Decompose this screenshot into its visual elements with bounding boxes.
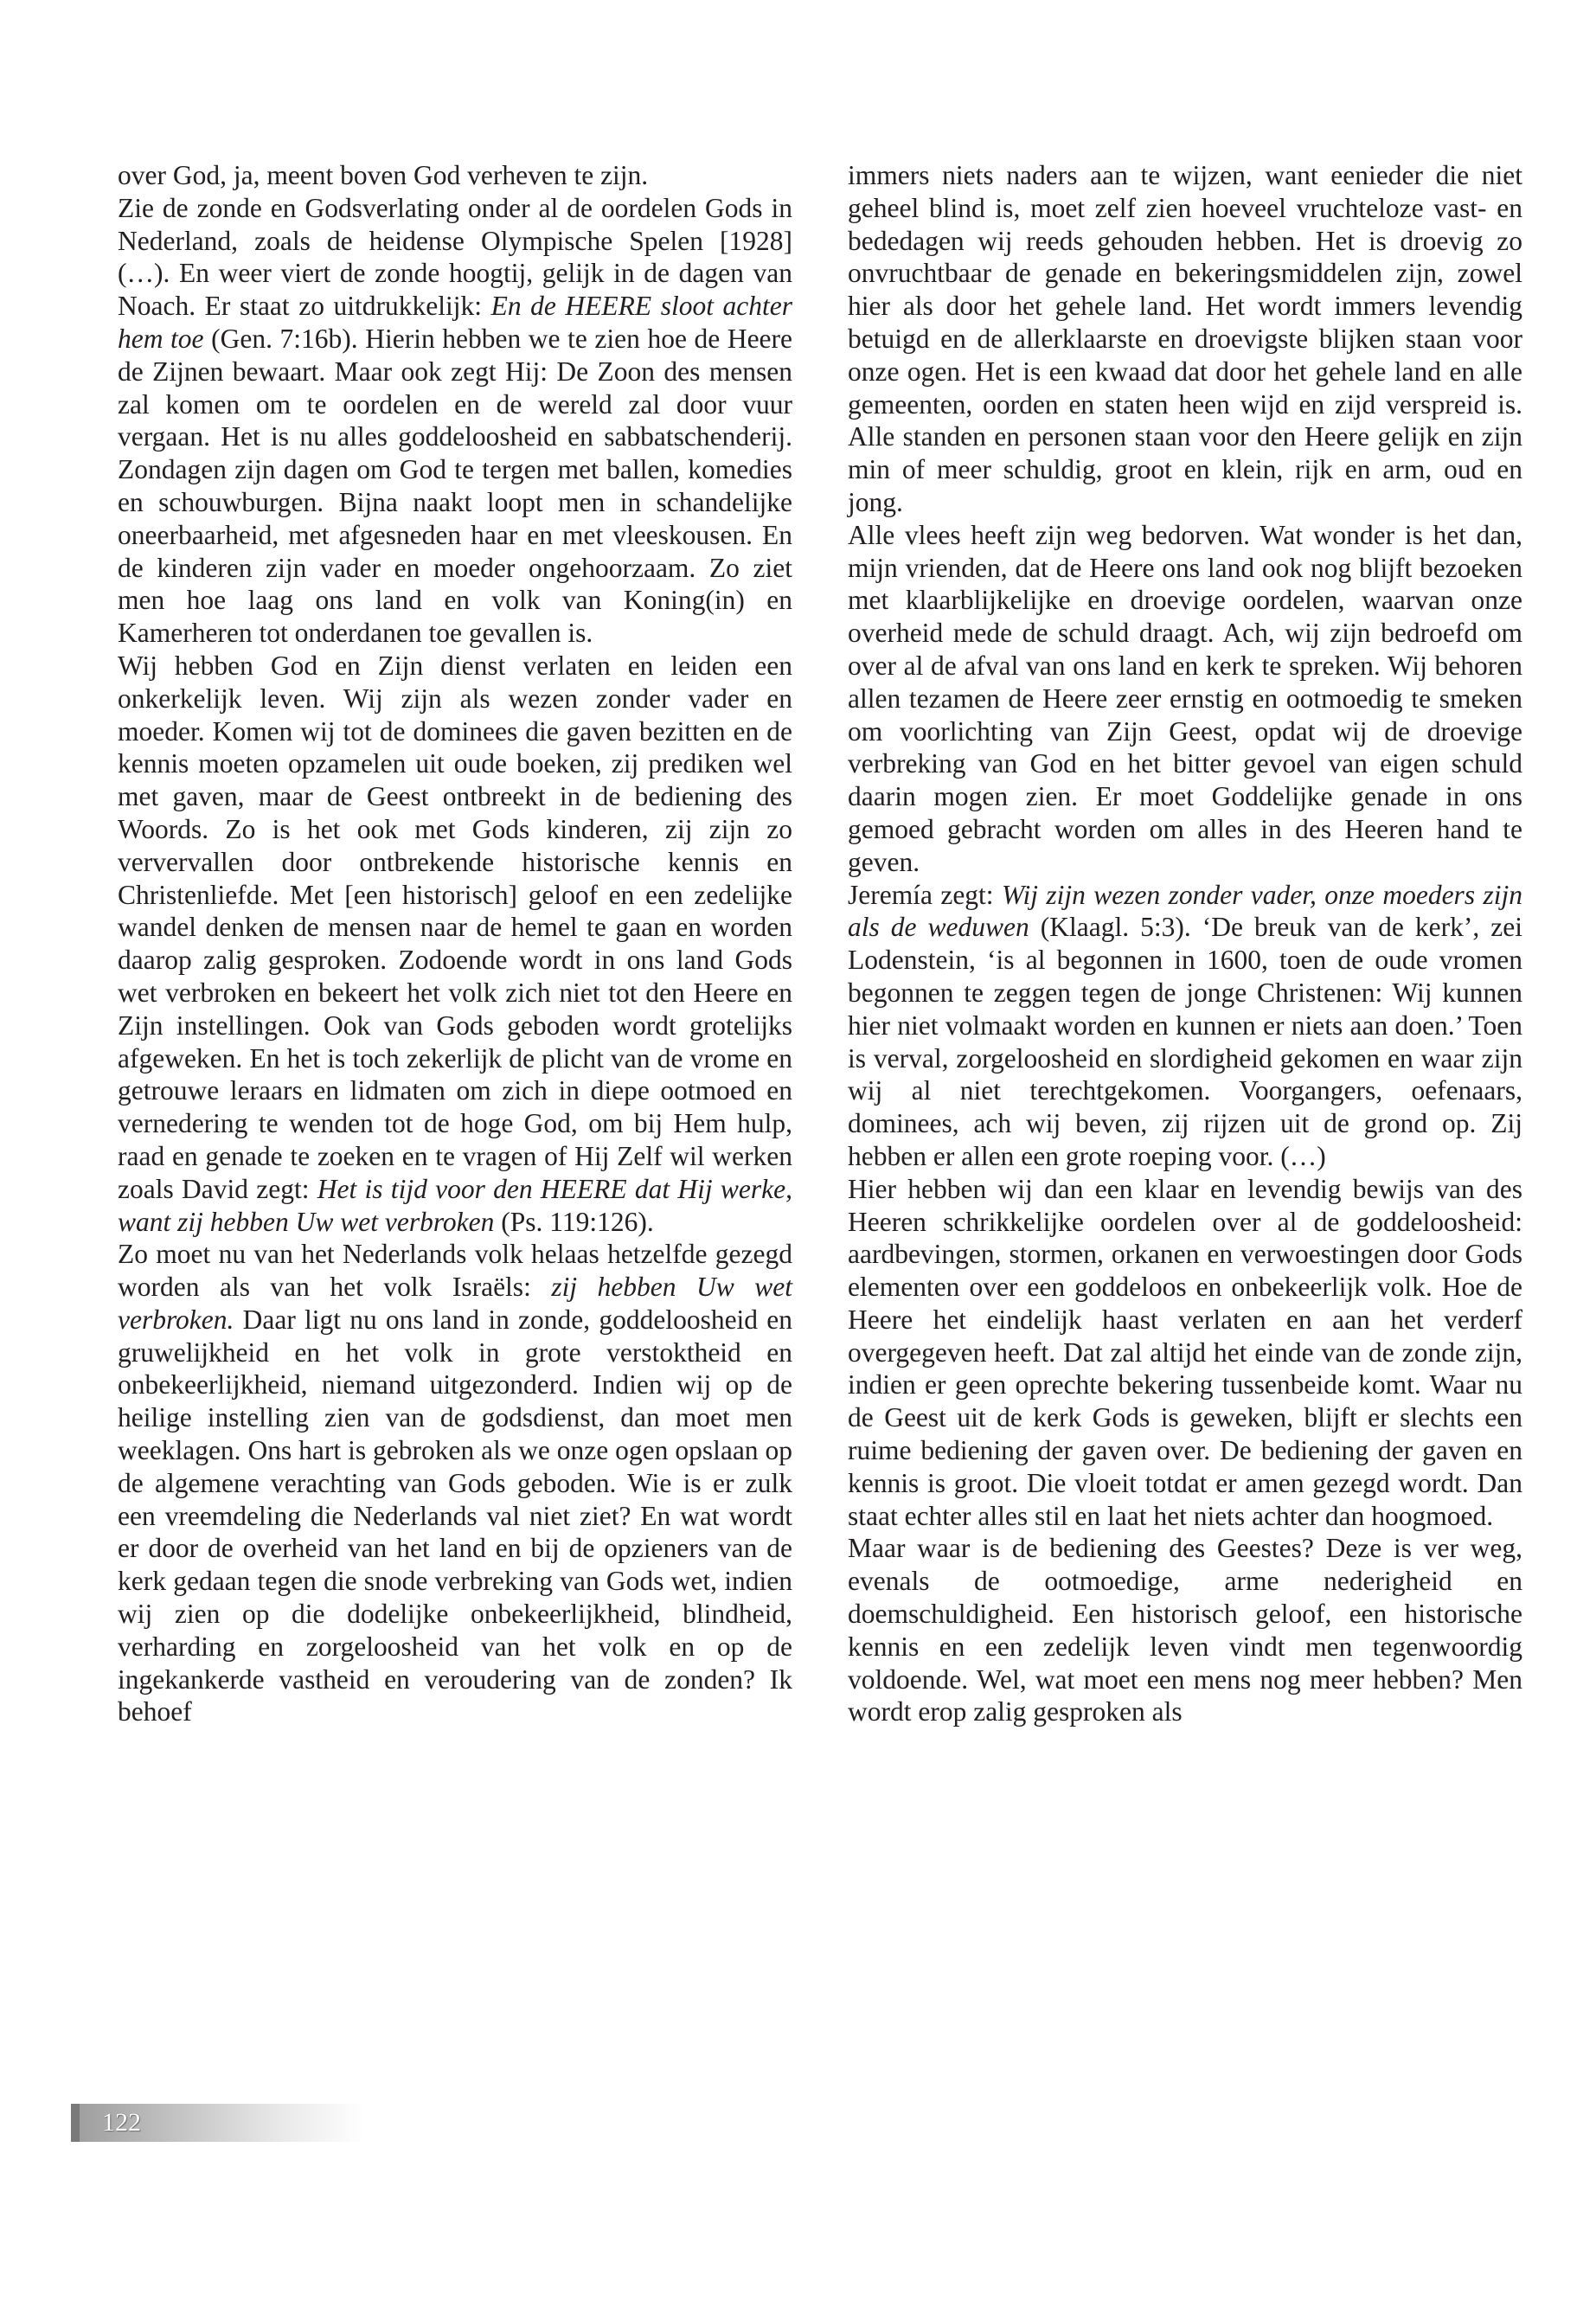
text-run: immers niets naders aan te wijzen, want eenieder die niet geheel blind is, moet zelf zien hoeveel vruchteloze vast- en bededagen wij reeds gehouden hebben. Het is droevig zo onvruchtbaar de genade en bekeringsmiddelen zijn, zowel hier als door het gehele land. Het wordt immers levendig betuigd en de allerklaarste en droevigste blijken staan voor onze ogen. Het is een kwaad dat door het gehele land en alle gemeenten, oorden en staten heen wijd en zijd verspreid is. Alle standen en personen staan voor den Heere gelijk en zijn min of meer schuldig, groot en klein, rijk en arm, oud en jong. (848, 160, 1522, 517)
text-run: Maar waar is de bediening des Geestes? Deze is ver weg, evenals de ootmoedige, arme nederigheid en doemschuldigheid. Een historisch geloof, een historische kennis en een zedelijk leven vindt men tegenwoordig voldoende. Wel, wat moet een mens nog meer hebben? Men wordt erop zalig gesproken als (848, 1533, 1522, 1727)
paragraph (848, 159, 1522, 519)
text-run: over God, ja, meent boven God verheven te zijn. (118, 160, 649, 190)
page-number: 122 (102, 2108, 141, 2137)
text-run: Daar ligt nu ons land in zonde, goddeloosheid en gruwelijkheid en het volk in grote verstoktheid en onbekeerlijkheid, niemand uitgezonderd. Indien wij op de heilige instelling zien van de godsdienst, dan moet men weeklagen. Ons hart is gebroken als we onze ogen opslaan op de algemene verachting van Gods geboden. Wie is er zulk een vreemdeling die Nederlands val niet ziet? En wat wordt er door de overheid van het land en bij de opzieners van de kerk gedaan tegen die snode verbreking van Gods wet, indien wij zien op die dodelijke onbekeerlijkheid, blindheid, verharding en zorgeloosheid van het volk en op de ingekankerde vastheid en veroudering van de zonden? Ik behoef (118, 1304, 792, 1727)
text-run: Alle vlees heeft zijn weg bedorven. Wat wonder is het dan, mijn vrienden, dat de Heere ons land ook nog blijft bezoeken met klaarblijkelijke en droevige oordelen, waarvan onze overheid mede de schuld draagt. Ach, wij zijn bedroefd om over al de afval van ons land en kerk te spreken. Wij behoren allen tezamen de Heere zeer ernstig en ootmoedig te smeken om voorlichting van Zijn Geest, opdat wij de droevige verbreking van God en het bitter gevoel van eigen schuld daarin mogen zien. Er moet Goddelijke genade in ons gemoed gebracht worden om alles in des Heeren hand te geven. (848, 519, 1522, 877)
page-footer-bar (71, 2104, 365, 2142)
paragraph (118, 192, 792, 650)
text-run: (Klaagl. 5:3). ‘De breuk van de kerk’, zei Lodenstein, ‘is al begonnen in 1600, toen de oude vromen begonnen te zeggen tegen de jonge Christenen: Wij kunnen hier niet volmaakt worden en kunnen er niets aan doen.’ Toen is verval, zorgeloosheid en slordigheid gekomen en waar zijn wij al niet terechtgekomen. Voorgangers, oefenaars, dominees, ach wij beven, zij rijzen uit de grond op. Zij hebben er allen een grote roeping voor. (…) (848, 912, 1522, 1171)
text-run: Zie de zonde en Godsverlating onder al de oordelen Gods in Nederland, zoals de heidense Olympische Spelen [1928] (…). En weer viert de zonde hoogtij, gelijk in de dagen van Noach. Er staat zo uitdrukkelijk: (118, 192, 792, 322)
italic-quote: zij hebben Uw wet verbroken. (118, 1272, 792, 1335)
italic-quote: Wij zijn wezen zonder vader, onze moeders zijn als de weduwen (848, 879, 1522, 943)
paragraph (118, 650, 792, 1238)
paragraph (848, 1532, 1522, 1728)
paragraph (848, 519, 1522, 879)
right-text-column (848, 159, 1522, 1728)
paragraph (118, 1238, 792, 1728)
paragraph (848, 879, 1522, 1173)
text-run: Hier hebben wij dan een klaar en levendig bewijs van des Heeren schrikkelijke oordelen over al de goddeloosheid: aardbevingen, stormen, orkanen en verwoestingen door Gods elementen over een goddeloos en onbekeerlijk volk. Hoe de Heere het eindelijk haast verlaten en aan het verderf overgegeven heeft. Dat zal altijd het einde van de zonde zijn, indien er geen oprechte bekering tussenbeide komt. Waar nu de Geest uit de kerk Gods is geweken, blijft er slechts een ruime bediening der gaven over. De bediening der gaven en kennis is groot. Die vloeit totdat er amen gezegd wordt. Dan staat echter alles stil en laat het niets achter dan hoogmoed. (848, 1173, 1522, 1531)
left-text-column (118, 159, 792, 1728)
text-run: Zo moet nu van het Nederlands volk helaas hetzelfde gezegd worden als van het volk Israëls: (118, 1239, 792, 1303)
text-run: (Gen. 7:16b). Hierin hebben we te zien hoe de Heere de Zijnen bewaart. Maar ook zegt Hij: De Zoon des mensen zal komen om te oordelen en de wereld zal door vuur vergaan. Het is nu alles goddeloosheid en sabbatschenderij. Zondagen zijn dagen om God te tergen met ballen, komedies en schouwburgen. Bijna naakt loopt men in schandelijke oneerbaarheid, met afgesneden haar en met vleeskousen. En de kinderen zijn vader en moeder ongehoorzaam. Zo ziet men hoe laag ons land en volk van Koning(in) en Kamerheren tot onderdanen toe gevallen is. (118, 323, 793, 649)
text-run: (Ps. 119:126). (494, 1206, 654, 1237)
text-run: Jeremía zegt: (848, 879, 1002, 910)
italic-quote: En de HEERE sloot achter hem toe (118, 291, 792, 354)
footer-edge-marker (71, 2104, 80, 2142)
text-run: Wij hebben God en Zijn dienst verlaten en leiden een onkerkelijk leven. Wij zijn als wezen zonder vader en moeder. Komen wij tot de dominees die gaven bezitten en de kennis moeten opzamelen uit oude boeken, zij prediken wel met gaven, maar de Geest ontbreekt in de bediening des Woords. Zo is het ook met Gods kinderen, zij zijn zo ververvallen door ontbrekende historische kennis en Christenliefde. Met [een historisch] geloof en een zedelijke wandel denken de mensen naar de hemel te gaan en worden daarop zalig gesproken. Zodoende wordt in ons land Gods wet verbroken en bekeert het volk zich niet tot den Heere en Zijn instellingen. Ook van Gods geboden wordt grotelijks afgeweken. En het is toch zekerlijk de plicht van de vrome en getrouwe leraars en lidmaten om zich in diepe ootmoed en vernedering te wenden tot de hoge God, om bij Hem hulp, raad en genade te zoeken en te vragen of Hij Zelf wil werken zoals David zegt: (118, 650, 792, 1204)
italic-quote: Het is tijd voor den HEERE dat Hij werke, want zij hebben Uw wet verbroken (118, 1173, 793, 1237)
paragraph (118, 159, 792, 192)
paragraph (848, 1173, 1522, 1533)
